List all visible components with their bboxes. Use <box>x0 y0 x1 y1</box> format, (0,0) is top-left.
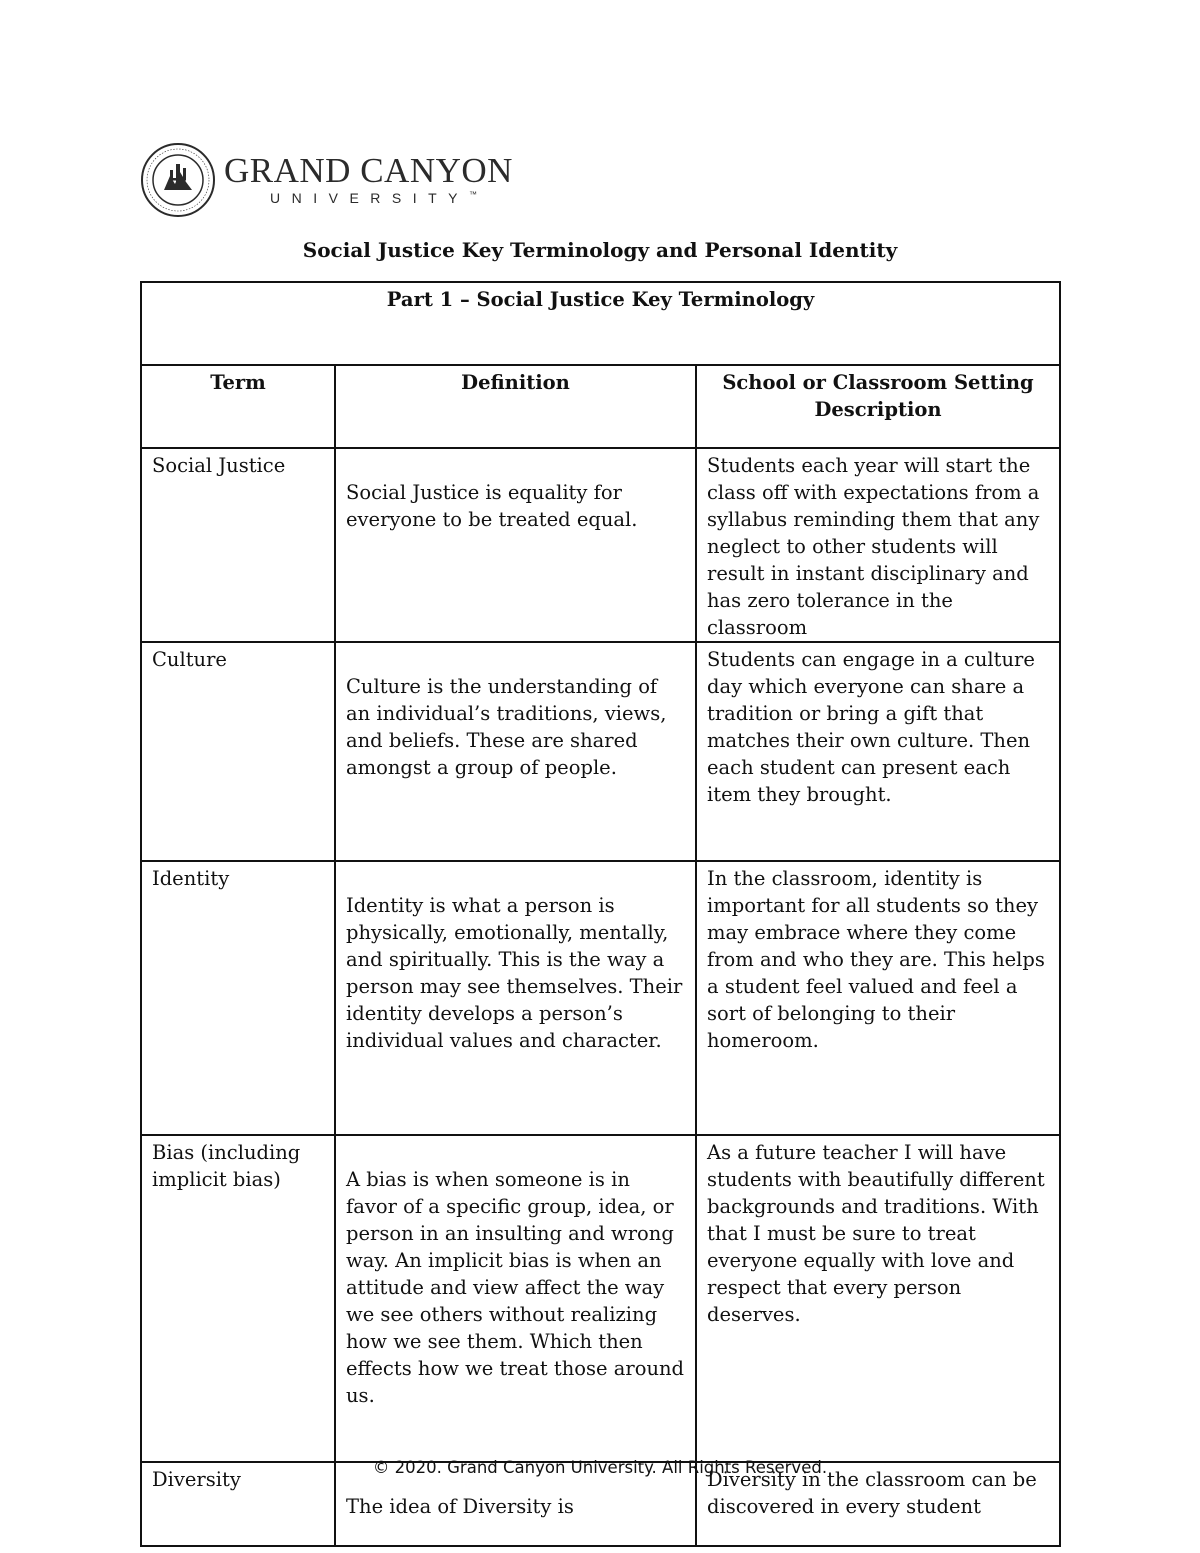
term-cell: Bias (including implicit bias) <box>141 1135 335 1462</box>
description-cell: Students can engage in a culture day which everyone can share a tradition or bring a gift that matches their own culture. Then each student can present each item they brought. <box>696 642 1060 861</box>
table-row <box>141 642 1060 861</box>
term-cell: Culture <box>141 642 335 861</box>
definition-cell: Social Justice is equality for everyone to be treated equal. <box>335 448 696 642</box>
logo-wordmark-top: GRAND CANYON <box>224 151 513 190</box>
definition-cell: Identity is what a person is physically, emotionally, mentally, and spiritually. This is the way a person may see themselves. Their identity develops a person’s individual values and character. <box>335 861 696 1135</box>
column-header-definition: Definition <box>335 365 696 448</box>
description-cell: Diversity in the classroom can be discovered in every student <box>696 1462 1060 1546</box>
university-seal-icon <box>140 142 216 218</box>
table-row <box>141 1135 1060 1462</box>
terminology-table <box>140 281 1061 1547</box>
table-column-header-row <box>141 365 1060 448</box>
copyright-footer: © 2020. Grand Canyon University. All Rights Reserved. <box>372 1458 828 1477</box>
table-row <box>141 448 1060 642</box>
university-logo <box>140 142 513 218</box>
column-header-description: School or Classroom Setting Description <box>696 365 1060 448</box>
description-cell: Students each year will start the class off with expectations from a syllabus reminding them that any neglect to other students will result in instant disciplinary and has zero tolerance in the classroom <box>696 448 1060 642</box>
trademark-mark: ™ <box>469 190 478 199</box>
part-title: Part 1 – Social Justice Key Terminology <box>141 282 1060 365</box>
description-cell: In the classroom, identity is important for all students so they may embrace where they come from and who they are. This helps a student feel valued and feel a sort of belonging to their homeroom. <box>696 861 1060 1135</box>
definition-cell: A bias is when someone is in favor of a specific group, idea, or person in an insulting and wrong way. An implicit bias is when an attitude and view affect the way we see others without realizing how we see them. Which then effects how we treat those around us. <box>335 1135 696 1462</box>
definition-cell: Culture is the understanding of an individual’s traditions, views, and beliefs. These are shared amongst a group of people. <box>335 642 696 861</box>
column-header-term: Term <box>141 365 335 448</box>
description-cell: As a future teacher I will have students with beautifully different backgrounds and traditions. With that I must be sure to treat everyone equally with love and respect that every person deserves. <box>696 1135 1060 1462</box>
term-cell: Social Justice <box>141 448 335 642</box>
term-cell: Identity <box>141 861 335 1135</box>
logo-wordmark-bottom-text: UNIVERSITY <box>270 190 470 206</box>
table-part-header-row <box>141 282 1060 365</box>
document-title: Social Justice Key Terminology and Personal Identity <box>302 238 898 262</box>
definition-cell: The idea of Diversity is <box>335 1462 696 1546</box>
logo-wordmark-bottom <box>224 190 513 206</box>
term-cell: Diversity <box>141 1462 335 1546</box>
table-row <box>141 861 1060 1135</box>
